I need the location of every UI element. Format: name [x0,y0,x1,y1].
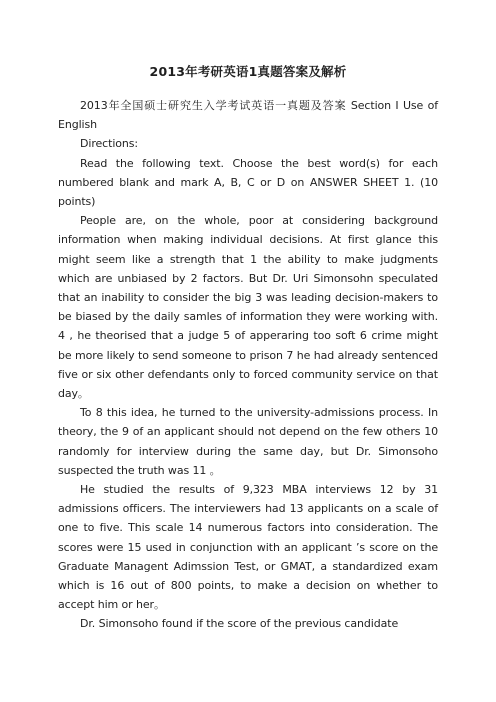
document-title: 2013年考研英语1真题答案及解析 [149,64,347,79]
paragraph-directions: Read the following text. Choose the best word(s) for each numbered blank and mark A, B, C or D on ANSWER SHEET 1. (10 points) [58,156,438,209]
paragraph-directions-label: Directions: [80,137,139,151]
paragraph-passage-1: People are, on the whole, poor at considering background information when making individual decisions. At first glance this might seem like a strength that 1 the ability to make judgments which are unbiased by 2 factors. But Dr. Uri Simonsohn speculated that an inability to consider the big 3 was leading decision-makers to be biased by the daily samles of information they were working with. 4 , he theorised that a judge 5 of apperaring too soft 6 crime might be more likely to send someone to prison 7 he had already sentenced five or six other defendants only to forced community service on that day。 [58,214,438,401]
paragraph-passage-4: Dr. Simonsoho found if the score of the previous candidate [80,617,399,631]
paragraph-passage-3: He studied the results of 9,323 MBA interviews 12 by 31 admissions officers. The interviewers had 13 applicants on a scale of one to five. This scale 14 numerous factors into consideration. The scores were 15 used in conjunction with an applicant ’s score on the Graduate Managent Adimssion Test, or GMAT, a standardized exam which is 16 out of 800 points, to make a decision on whether to accept him or her。 [58,483,438,612]
paragraph-passage-2: To 8 this idea, he turned to the university-admissions process. In theory, the 9 of an applicant should not depend on the few others 10 randomly for interview during the same day, but Dr. Simonsoho suspected the truth was 11 。 [58,406,438,477]
paragraph-intro: 2013年全国硕士研究生入学考试英语一真题及答案 Section I Use of English [58,99,438,132]
